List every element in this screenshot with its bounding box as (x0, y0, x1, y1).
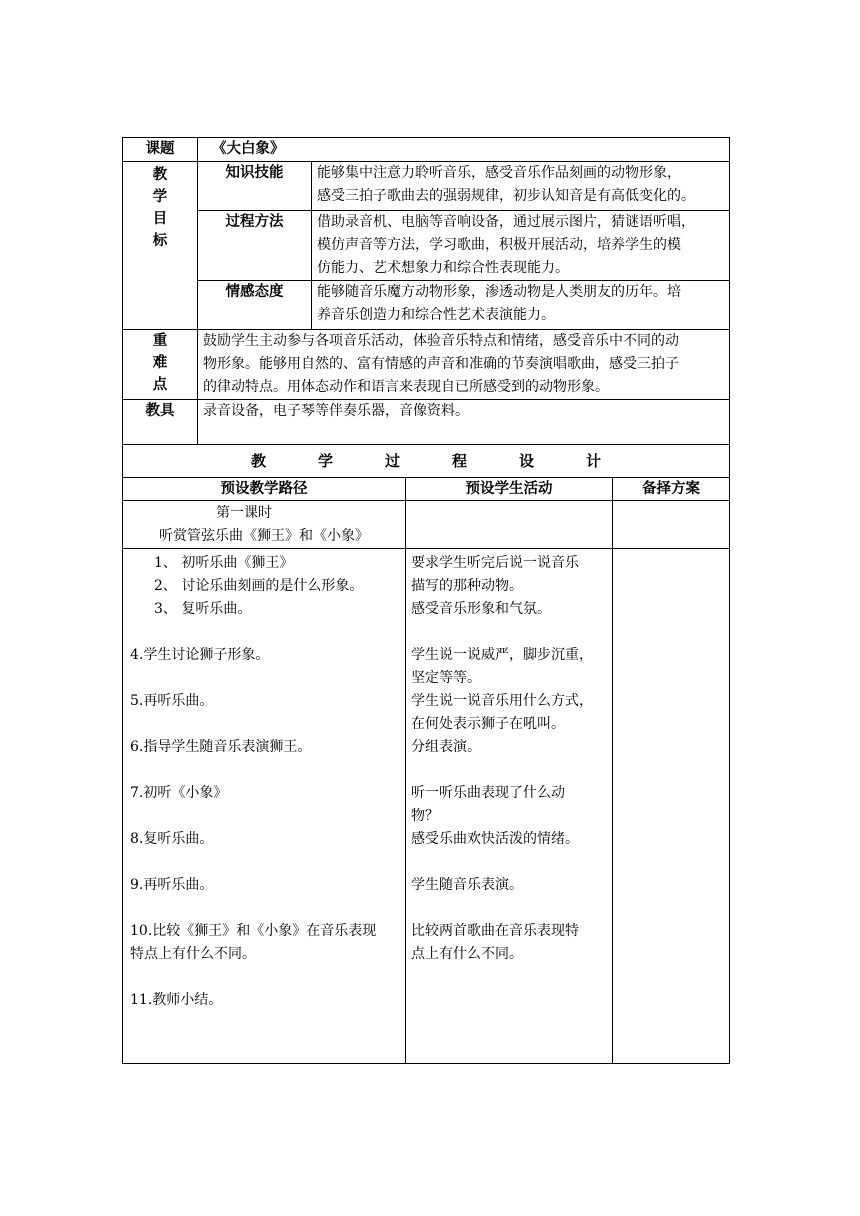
tools-label: 教具 (123, 400, 198, 445)
key-points-row (123, 330, 730, 400)
goal-name-emotion: 情感态度 (198, 281, 312, 330)
header-alternative-plan: 备择方案 (613, 478, 730, 501)
topic-row (123, 138, 730, 162)
step-item: 2、 讨论乐曲刻画的是什么形象。 (154, 578, 364, 594)
activity-item: 分组表演。 (411, 739, 481, 755)
goal-row-emotion (123, 281, 730, 330)
activity-item (411, 759, 607, 782)
key-points-text: 鼓励学生主动参与各项音乐活动，体验音乐特点和情绪，感受音乐中不同的动 物形象。能够用自然的、富有情感的声音和准确的节奏演唱歌曲，感受三拍子 的律动特点。用体态动作和语言来表现自已所感受到的动物形象。 (198, 330, 730, 400)
activity-item (411, 897, 607, 920)
step-item (130, 897, 400, 920)
activity-item: 比较两首歌曲在音乐表现特 (411, 923, 579, 939)
step-item (130, 667, 400, 690)
activity-item: 要求学生听完后说一说音乐 (411, 555, 579, 571)
activity-item: 听一听乐曲表现了什么动 (411, 785, 565, 801)
step-item: 11.教师小结。 (130, 992, 223, 1008)
activity-item (411, 851, 607, 874)
step-item: 3、 复听乐曲。 (154, 601, 252, 617)
activity-item: 描写的那种动物。 (411, 578, 523, 594)
step-item: 8.复听乐曲。 (130, 831, 214, 847)
lesson-plan-table (122, 137, 730, 1064)
step-item: 9.再听乐曲。 (130, 877, 214, 893)
lesson-period-row (123, 501, 730, 549)
activity-item: 学生说一说威严，脚步沉重， (411, 647, 593, 663)
goal-name-process: 过程方法 (198, 211, 312, 281)
step-item (130, 621, 400, 644)
teaching-steps (123, 549, 406, 1064)
activity-item: 感受乐曲欢快活泼的情绪。 (411, 831, 579, 847)
activity-item (411, 621, 607, 644)
lesson-period-cell (123, 501, 406, 549)
header-student-activity: 预设学生活动 (406, 478, 613, 501)
goal-text-emotion: 能够随音乐魔方动物形象，渗透动物是人类朋友的历年。培 养音乐创造力和综合性艺术表演能力。 (312, 281, 730, 330)
step-item (130, 966, 400, 989)
step-item: 6.指导学生随音乐表演狮王。 (130, 739, 312, 755)
activity-item: 感受音乐形象和气氛。 (411, 601, 551, 617)
goal-row-knowledge (123, 162, 730, 211)
activity-item: 学生随音乐表演。 (411, 877, 523, 893)
step-item: 1、 初听乐曲《狮王》 (154, 555, 294, 571)
goals-label: 教 学 目 标 (123, 162, 198, 330)
process-title: 教 学 过 程 设 计 (123, 445, 730, 478)
key-points-label: 重 难 点 (123, 330, 198, 400)
process-title-row (123, 445, 730, 478)
student-activities (406, 549, 613, 1064)
step-item (130, 851, 400, 874)
step-item: 10.比较《狮王》和《小象》在音乐表现 (130, 923, 377, 939)
process-steps-row (123, 549, 730, 1064)
goal-row-process (123, 211, 730, 281)
header-teaching-path: 预设教学路径 (123, 478, 406, 501)
topic-value: 《大白象》 (198, 138, 730, 162)
step-item (130, 713, 400, 736)
tools-row (123, 400, 730, 445)
activity-item: 学生说一说音乐用什么方式， (411, 693, 593, 709)
activity-item: 点上有什么不同。 (411, 946, 523, 962)
topic-label: 课题 (123, 138, 198, 162)
lesson-subtitle: 听赏管弦乐曲《狮王》和《小象》 (159, 528, 369, 544)
step-item: 特点上有什么不同。 (130, 946, 256, 962)
alternative-plan-cell (613, 549, 730, 1064)
step-item (130, 805, 400, 828)
lesson-period-activity (406, 501, 613, 549)
activity-item: 在何处表示狮子在吼叫。 (411, 716, 565, 732)
step-item: 5.再听乐曲。 (130, 693, 214, 709)
activity-item: 坚定等等。 (411, 670, 481, 686)
goal-text-knowledge: 能够集中注意力聆听音乐，感受音乐作品刻画的动物形象， 感受三拍子歌曲去的强弱规律，初步认知音是有高低变化的。 (312, 162, 730, 211)
tools-text: 录音设备，电子琴等伴奏乐器，音像资料。 (198, 400, 730, 445)
goal-name-knowledge: 知识技能 (198, 162, 312, 211)
goal-text-process: 借助录音机、电脑等音响设备，通过展示图片，猜谜语听唱， 模仿声音等方法，学习歌曲，积极开展活动，培养学生的模 仿能力、艺术想象力和综合性表现能力。 (312, 211, 730, 281)
step-item: 7.初听《小象》 (130, 785, 228, 801)
process-header-row (123, 478, 730, 501)
step-item: 4.学生讨论狮子形象。 (130, 647, 270, 663)
lesson-period: 第一课时 (216, 505, 272, 521)
step-item (130, 759, 400, 782)
activity-item: 物？ (411, 808, 439, 824)
lesson-period-plan (613, 501, 730, 549)
